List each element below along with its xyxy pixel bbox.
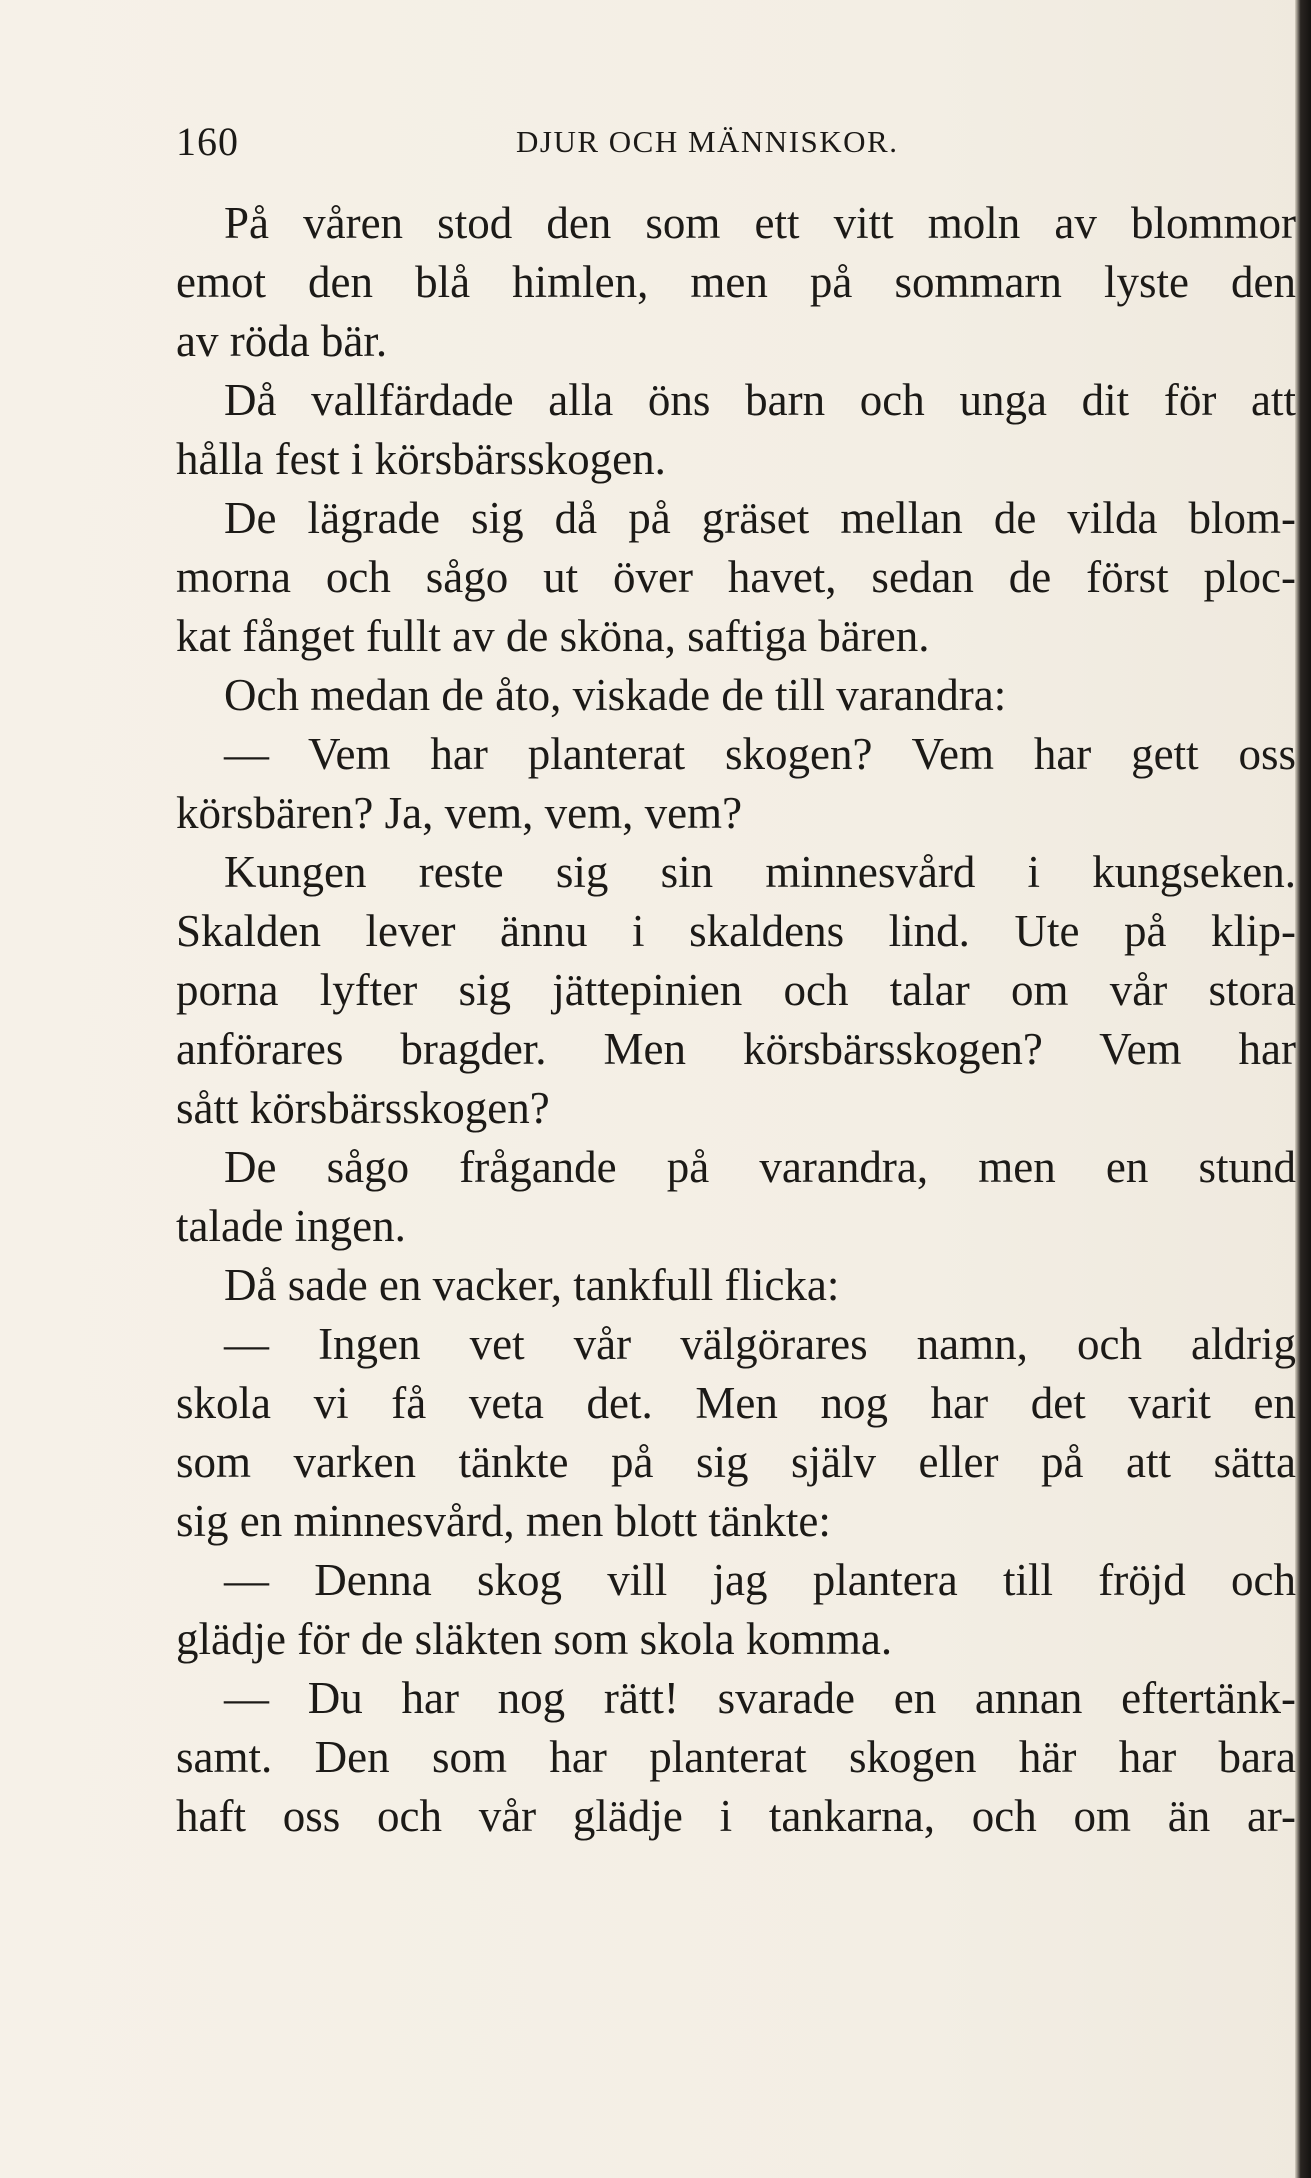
text-line: — Du har nog rätt! svarade en annan eftertänk- [224, 1673, 1296, 1723]
running-head: DJUR OCH MÄNNISKOR. [516, 124, 899, 159]
text-line: av röda bär. [176, 316, 388, 366]
text-line: — Denna skog vill jag plantera till fröjd och [224, 1555, 1296, 1605]
text-line: anförares bragder. Men körsbärsskogen? Vem har [176, 1024, 1296, 1074]
text-line: Då sade en vacker, tankfull flicka: [224, 1260, 840, 1310]
text-line: sått körsbärsskogen? [176, 1083, 550, 1133]
body-text [176, 194, 1296, 1846]
text-line: samt. Den som har planterat skogen här har bara [176, 1732, 1296, 1782]
text-line: haft oss och vår glädje i tankarna, och om än ar- [176, 1791, 1296, 1841]
text-line: skola vi få veta det. Men nog har det varit en [176, 1378, 1296, 1428]
page-edge-shadow [1295, 0, 1311, 2178]
text-line: Och medan de åto, viskade de till varandra: [224, 670, 1007, 720]
text-line: som varken tänkte på sig själv eller på att sätta [176, 1437, 1296, 1487]
page-number: 160 [176, 119, 239, 164]
text-line: porna lyfter sig jättepinien och talar om vår stora [176, 965, 1296, 1015]
text-line: Då vallfärdade alla öns barn och unga dit för att [224, 375, 1296, 425]
text-line: talade ingen. [176, 1201, 406, 1251]
text-line: sig en minnesvård, men blott tänkte: [176, 1496, 831, 1546]
page-header [176, 118, 1286, 162]
text-line: hålla fest i körsbärsskogen. [176, 434, 666, 484]
text-line: morna och sågo ut över havet, sedan de först ploc- [176, 552, 1296, 602]
text-line: Kungen reste sig sin minnesvård i kungseken. [224, 847, 1296, 897]
text-line: glädje för de släkten som skola komma. [176, 1614, 893, 1664]
text-line: emot den blå himlen, men på sommarn lyste den [176, 257, 1296, 307]
text-line: På våren stod den som ett vitt moln av blommor [224, 198, 1296, 248]
text-line: kat fånget fullt av de sköna, saftiga bären. [176, 611, 930, 661]
text-line: De sågo frågande på varandra, men en stund [224, 1142, 1296, 1192]
text-line: — Ingen vet vår välgörares namn, och aldrig [224, 1319, 1296, 1369]
text-line: De lägrade sig då på gräset mellan de vilda blom- [224, 493, 1296, 543]
text-line: Skalden lever ännu i skaldens lind. Ute på klip- [176, 906, 1296, 956]
text-line: körsbären? Ja, vem, vem, vem? [176, 788, 743, 838]
text-line: — Vem har planterat skogen? Vem har gett oss [224, 729, 1296, 779]
